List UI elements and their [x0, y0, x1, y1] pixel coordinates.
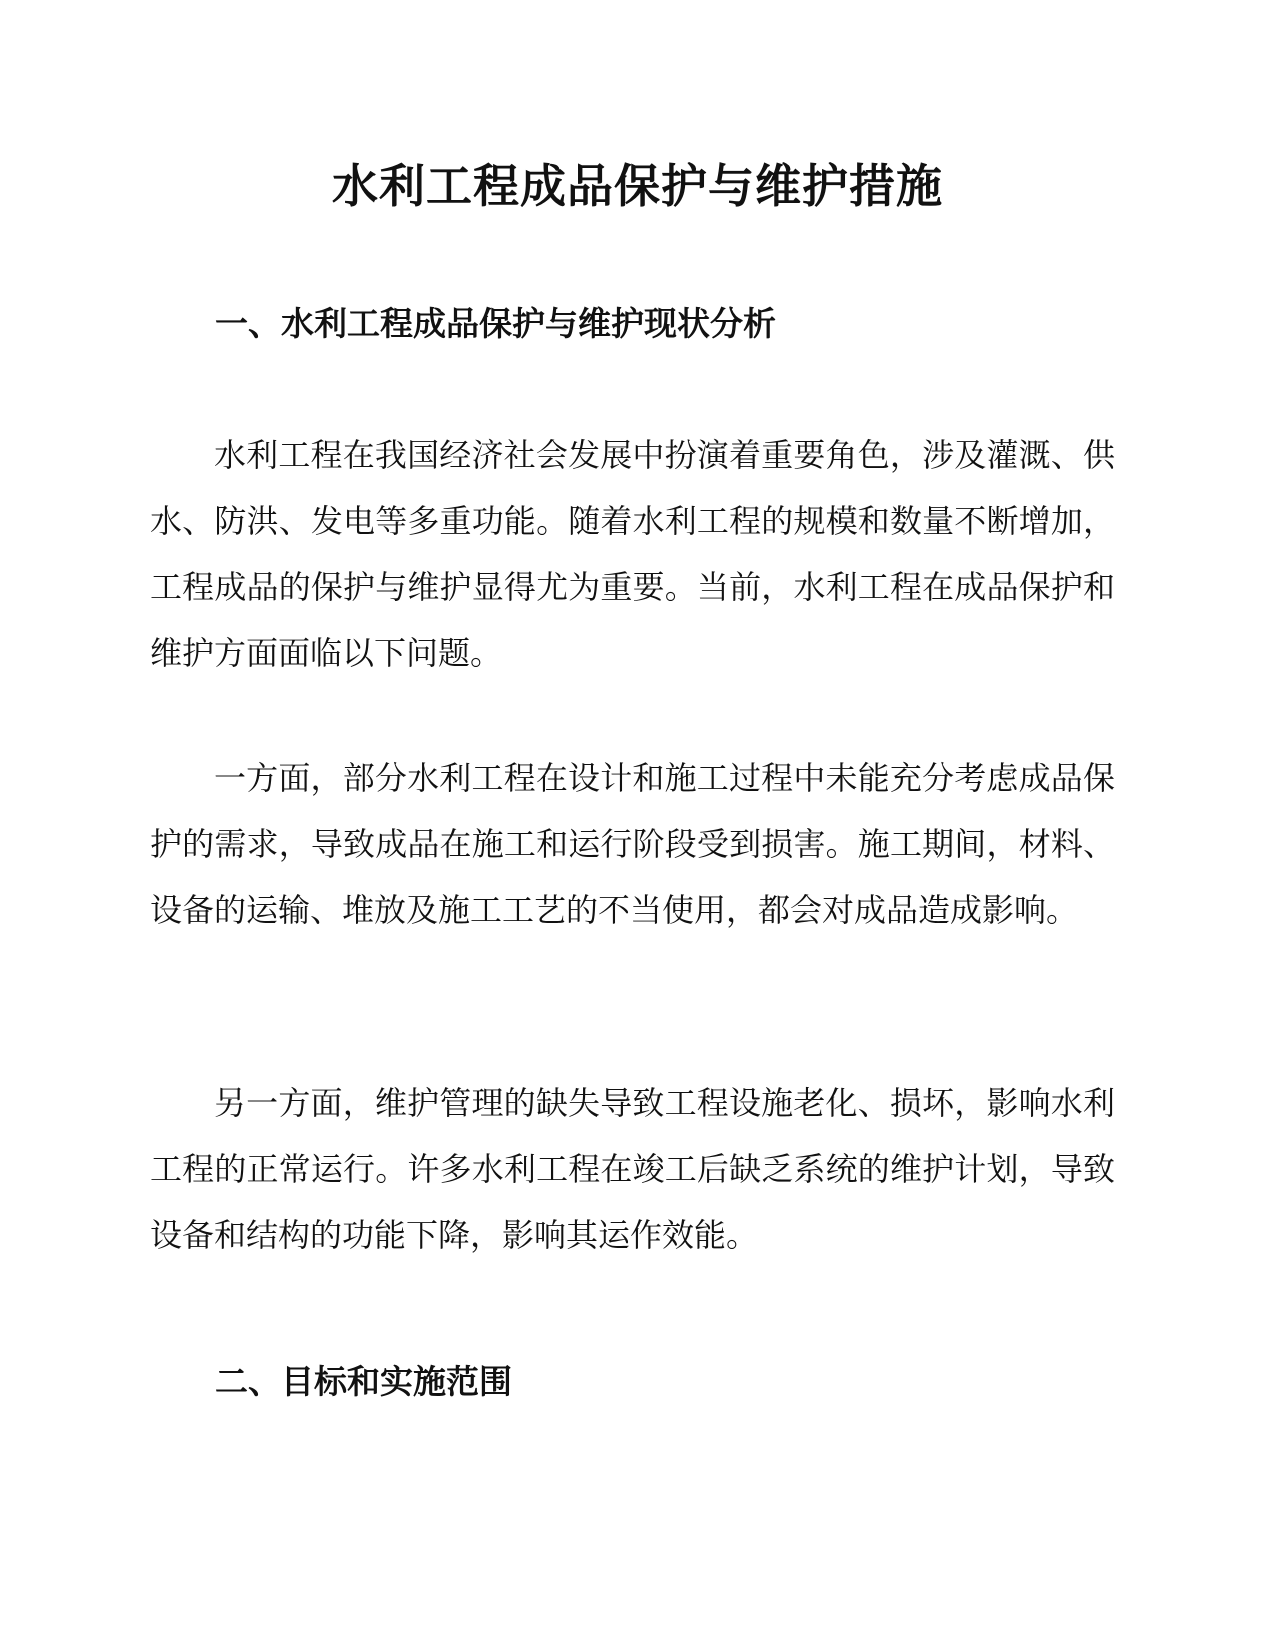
paragraph-2: 一方面，部分水利工程在设计和施工过程中未能充分考虑成品保护的需求，导致成品在施工和运行阶段受到损害。施工期间，材料、设备的运输、堆放及施工工艺的不当使用，都会对成品造成影响。 — [150, 759, 1115, 929]
section-heading-1: 一、水利工程成品保护与维护现状分析 — [215, 304, 776, 343]
paragraph-1: 水利工程在我国经济社会发展中扮演着重要角色，涉及灌溉、供水、防洪、发电等多重功能。随着水利工程的规模和数量不断增加，工程成品的保护与维护显得尤为重要。当前，水利工程在成品保护和维护方面面临以下问题。 — [150, 436, 1115, 672]
section-heading-2: 二、目标和实施范围 — [215, 1362, 512, 1401]
document-title: 水利工程成品保护与维护措施 — [332, 159, 943, 213]
paragraph-3: 另一方面，维护管理的缺失导致工程设施老化、损坏，影响水利工程的正常运行。许多水利工程在竣工后缺乏系统的维护计划，导致设备和结构的功能下降，影响其运作效能。 — [150, 1084, 1115, 1254]
